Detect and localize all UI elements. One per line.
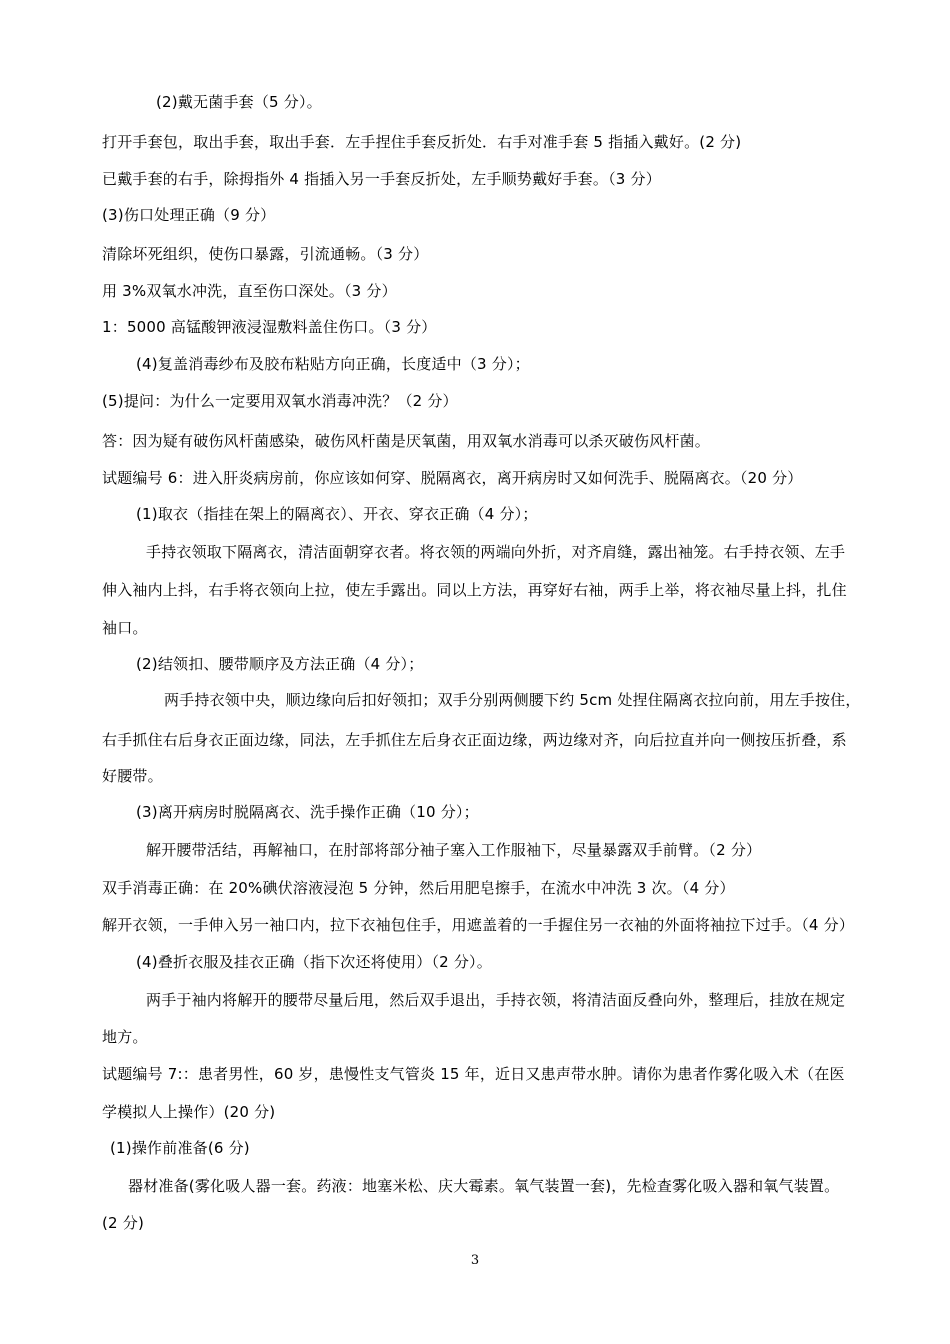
text-line: 两手持衣领中央，顺边缘向后扣好领扣；双手分别两侧腰下约 5cm 处捏住隔离衣拉向前，用左手按住， bbox=[164, 691, 861, 709]
text-line: (2)结领扣、腰带顺序及方法正确（4 分）； bbox=[136, 655, 424, 673]
text-line: (5)提问：为什么一定要用双氧水消毒冲洗？（2 分） bbox=[102, 392, 458, 410]
text-line: 右手抓住右后身衣正面边缘，同法，左手抓住左后身衣正面边缘，两边缘对齐，向后拉直并向一侧按压折叠，系 bbox=[102, 731, 847, 749]
text-line: 答：因为疑有破伤风杆菌感染，破伤风杆菌是厌氧菌，用双氧水消毒可以杀灭破伤风杆菌。 bbox=[102, 432, 711, 450]
text-line: 试题编号 6：进入肝炎病房前，你应该如何穿、脱隔离衣，离开病房时又如何洗手、脱隔离衣。（20 分） bbox=[102, 469, 803, 487]
text-line: (1)取衣（指挂在架上的隔离衣）、开衣、穿衣正确（4 分）； bbox=[136, 505, 538, 523]
text-line: (1)操作前准备(6 分) bbox=[110, 1139, 250, 1157]
text-line: 手持衣领取下隔离衣，清洁面朝穿衣者。将衣领的两端向外折，对齐肩缝，露出袖笼。右手持衣领、左手 bbox=[146, 543, 846, 561]
text-line: 用 3%双氧水冲洗，直至伤口深处。（3 分） bbox=[102, 282, 397, 300]
text-line: (4)叠折衣服及挂衣正确（指下次还将使用）（2 分）。 bbox=[136, 953, 492, 971]
text-line: 两手于袖内将解开的腰带尽量后甩，然后双手退出，手持衣领，将清洁面反叠向外，整理后，挂放在规定 bbox=[146, 991, 846, 1009]
text-line: (2 分) bbox=[102, 1214, 145, 1232]
text-line: 伸入袖内上抖，右手将衣领向上拉，使左手露出。同以上方法，再穿好右袖，两手上举，将衣袖尽量上抖，扎住 bbox=[102, 581, 847, 599]
text-line: (4)复盖消毒纱布及胶布粘贴方向正确，长度适中（3 分）； bbox=[136, 355, 530, 373]
text-line: (3)伤口处理正确（9 分） bbox=[102, 206, 276, 224]
text-line: (2)戴无菌手套（5 分）。 bbox=[156, 93, 322, 111]
text-line: 袖口。 bbox=[102, 619, 148, 637]
text-line: 好腰带。 bbox=[102, 767, 163, 785]
text-line: 解开腰带活结，再解袖口，在肘部将部分袖子塞入工作服袖下，尽量暴露双手前臂。（2 分） bbox=[146, 841, 762, 859]
text-line: 双手消毒正确：在 20%碘伏溶液浸泡 5 分钟，然后用肥皂擦手，在流水中冲洗 3 次。（4 分） bbox=[102, 879, 735, 897]
text-line: 打开手套包，取出手套，取出手套．左手捏住手套反折处．右手对准手套 5 指插入戴好。(2 分) bbox=[102, 133, 742, 151]
text-line: 1：5000 高锰酸钾液浸湿敷料盖住伤口。（3 分） bbox=[102, 318, 437, 336]
text-line: 已戴手套的右手，除拇指外 4 指插入另一手套反折处，左手顺势戴好手套。（3 分） bbox=[102, 170, 661, 188]
text-line: 清除坏死组织，使伤口暴露，引流通畅。（3 分） bbox=[102, 245, 429, 263]
text-line: 试题编号 7:：患者男性，60 岁，患慢性支气管炎 15 年，近日又患声带水肿。请你为患者作雾化吸入术（在医 bbox=[102, 1065, 845, 1083]
text-line: 器材准备(雾化吸人器一套。药液：地塞米松、庆大霉素。氧气装置一套)，先检查雾化吸入器和氧气装置。 bbox=[128, 1177, 840, 1195]
text-line: (3)离开病房时脱隔离衣、洗手操作正确（10 分）； bbox=[136, 803, 479, 821]
text-line: 解开衣领，一手伸入另一袖口内，拉下衣袖包住手，用遮盖着的一手握住另一衣袖的外面将袖拉下过手。（4 分） bbox=[102, 916, 855, 934]
text-line: 地方。 bbox=[102, 1028, 148, 1046]
page-number: 3 bbox=[470, 1253, 480, 1268]
text-line: 学模拟人上操作）(20 分) bbox=[102, 1103, 276, 1121]
